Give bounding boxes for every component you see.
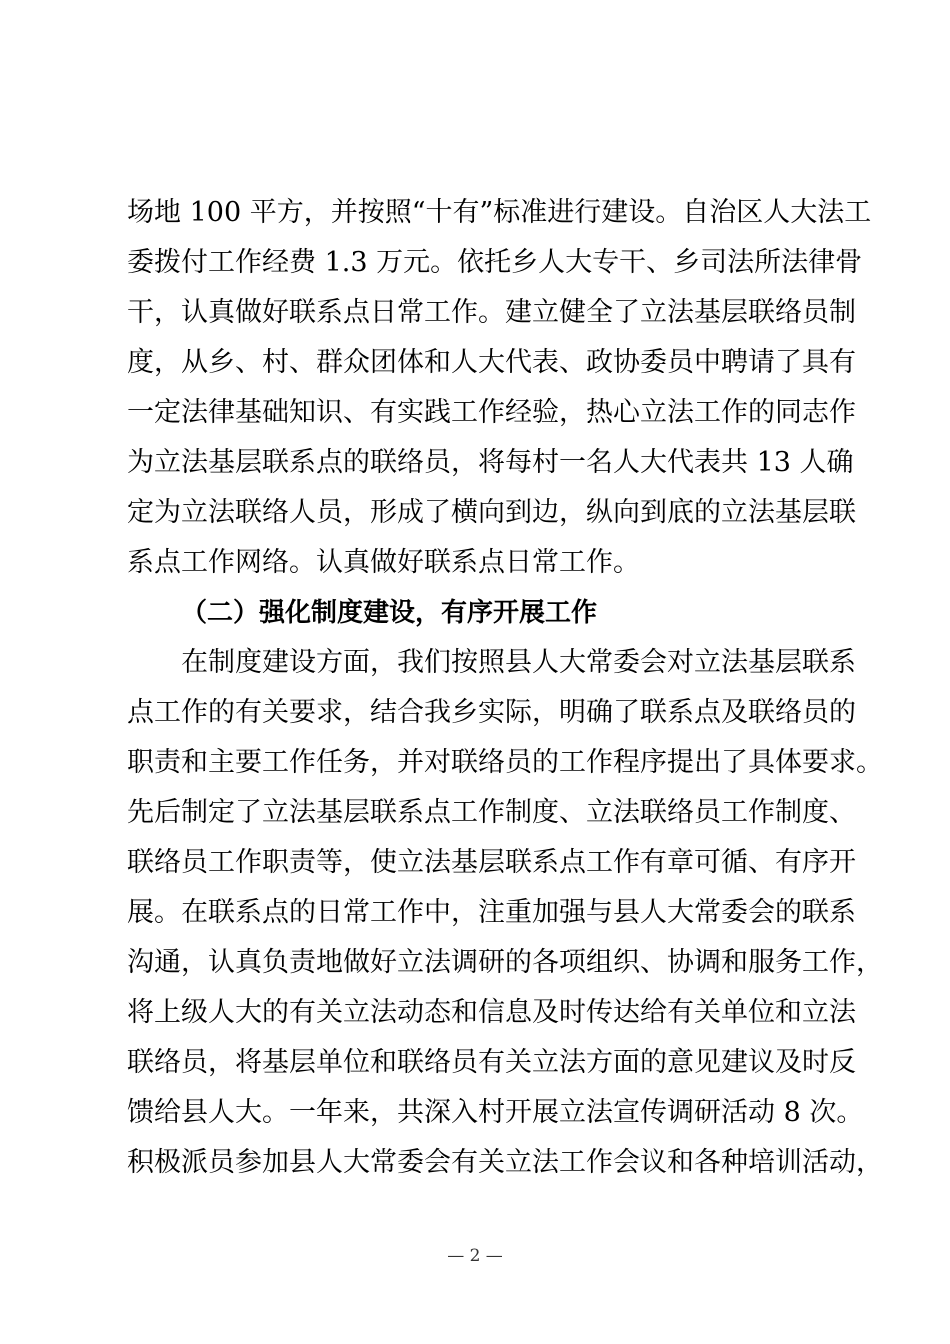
section-heading: （二）强化制度建设，有序开展工作 [181,598,598,628]
text-line: 场地 100 平方，并按照“十有”标准进行建设。自治区人大法工 [127,197,872,228]
text-line: 联络员工作职责等，使立法基层联系点工作有章可循、有序开 [127,847,856,878]
text-line: 委拨付工作经费 1.3 万元。依托乡人大专干、乡司法所法律骨 [127,247,863,278]
text-line: 定为立法联络人员，形成了横向到边，纵向到底的立法基层联 [127,497,856,528]
text-line: 将上级人大的有关立法动态和信息及时传达给有关单位和立法 [127,997,856,1028]
text-line: 联络员，将基层单位和联络员有关立法方面的意见建议及时反 [127,1047,856,1078]
text-line: 度，从乡、村、群众团体和人大代表、政协委员中聘请了具有 [127,347,856,378]
text-line: 为立法基层联系点的联络员，将每村一名人大代表共 13 人确 [127,447,854,478]
text-line: 干，认真做好联系点日常工作。建立健全了立法基层联络员制 [127,297,856,328]
text-line: 先后制定了立法基层联系点工作制度、立法联络员工作制度、 [127,797,856,828]
text-line: 一定法律基础知识、有实践工作经验，热心立法工作的同志作 [127,397,856,428]
text-line: 沟通，认真负责地做好立法调研的各项组织、协调和服务工作， [127,947,883,978]
text-line: 职责和主要工作任务，并对联络员的工作程序提出了具体要求。 [127,747,883,778]
text-line: 点工作的有关要求，结合我乡实际，明确了联系点及联络员的 [127,697,856,728]
text-line: 展。在联系点的日常工作中，注重加强与县人大常委会的联系 [127,897,856,928]
page-number: — 2 — [447,1246,503,1266]
text-line: 馈给县人大。一年来，共深入村开展立法宣传调研活动 8 次。 [127,1097,864,1128]
text-line: 系点工作网络。认真做好联系点日常工作。 [127,547,640,578]
paragraph-first-line: 在制度建设方面，我们按照县人大常委会对立法基层联系 [181,647,856,678]
text-line: 积极派员参加县人大常委会有关立法工作会议和各种培训活动， [127,1147,883,1178]
